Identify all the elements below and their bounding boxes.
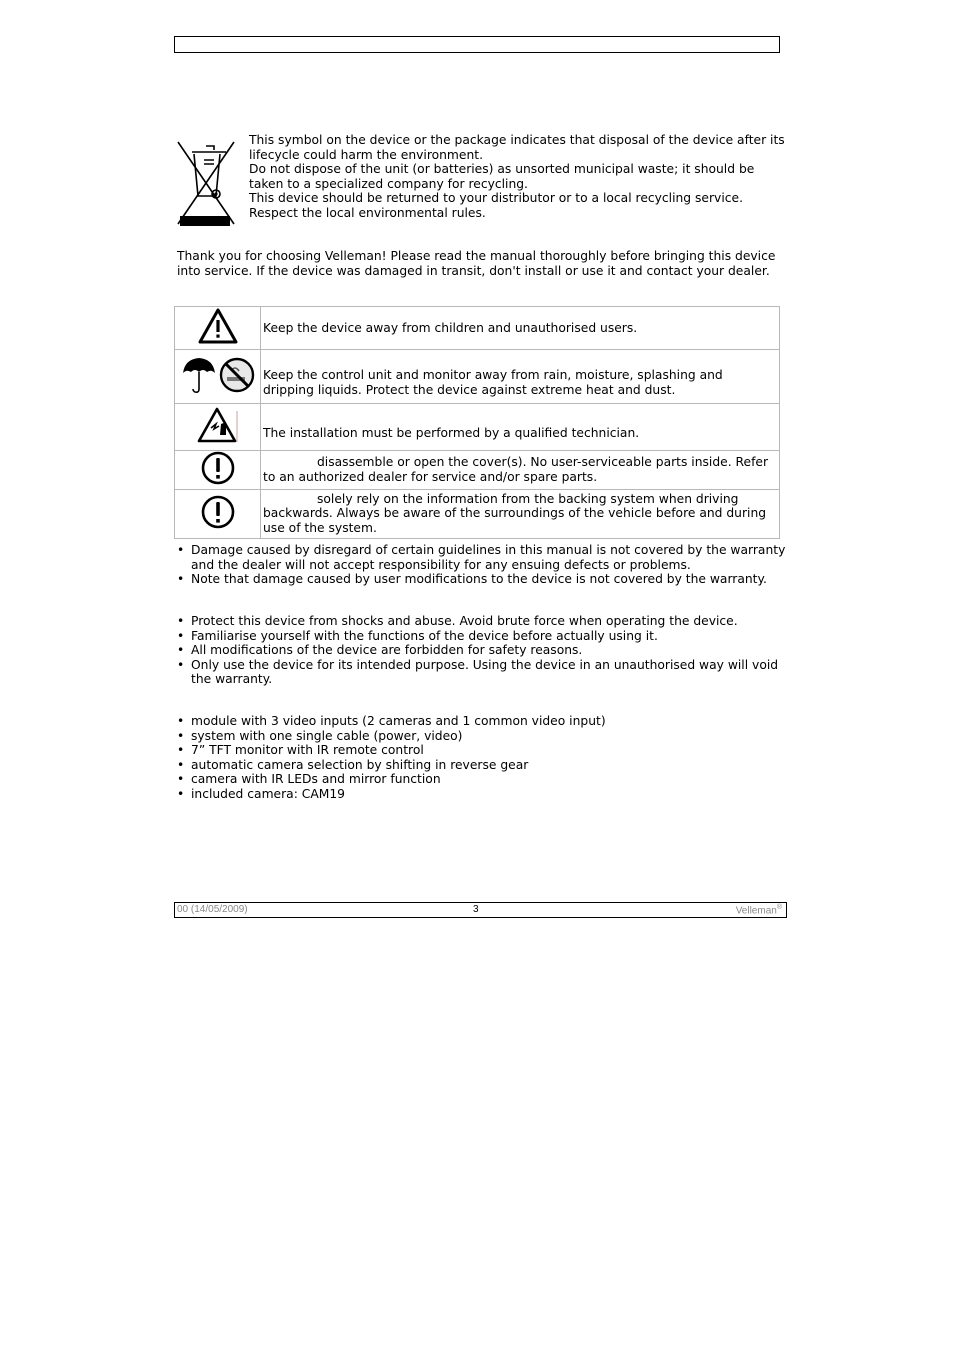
header-box <box>174 36 780 53</box>
disposal-line: This symbol on the device or the package indicates that disposal of the device after its lifecycle could harm the environment. <box>249 133 785 162</box>
list-item: • All modifications of the device are forbidden for safety reasons. <box>176 643 786 658</box>
features-list <box>176 714 786 802</box>
list-item: • Damage caused by disregard of certain guidelines in this manual is not covered by the warranty and the dealer will not accept responsibility for any ensuing defects or problems. <box>176 543 786 572</box>
safety-row <box>175 350 780 404</box>
list-item: • camera with IR LEDs and mirror function <box>176 772 786 787</box>
safety-text-cell <box>261 307 780 350</box>
footer-brand-mark: ® <box>776 904 782 911</box>
warranty-notes-list <box>176 543 786 587</box>
safety-text-children: Keep the device away from children and unauthorised users. <box>263 320 638 335</box>
safety-row <box>175 307 780 350</box>
safety-text-cell <box>261 451 780 490</box>
safety-text-cell <box>261 489 780 538</box>
umbrella-and-no-water-icon <box>181 355 255 395</box>
safety-text-disassemble-body: disassemble or open the cover(s). No user-serviceable parts inside. Refer to an authorized dealer for service and/or spare parts. <box>263 455 769 484</box>
safety-icon-cell <box>175 489 261 538</box>
list-item: • included camera: CAM19 <box>176 787 786 802</box>
list-item: • Familiarise yourself with the functions of the device before actually using it. <box>176 629 786 644</box>
page-footer <box>174 902 787 918</box>
footer-brand-name: Velleman <box>735 905 777 917</box>
footer-version: 00 (14/05/2009) <box>177 904 248 915</box>
footer-page-number: 3 <box>473 904 479 915</box>
weee-bin-icon <box>176 138 236 230</box>
footer-brand <box>736 904 782 916</box>
safety-icon-cell <box>175 451 261 490</box>
safety-row <box>175 404 780 451</box>
exclamation-circle-icon <box>201 451 235 485</box>
safety-text-moisture: Keep the control unit and monitor away from rain, moisture, splashing and dripping liquids. Protect the device against extreme heat and dust. <box>263 367 723 397</box>
safety-text-disassemble <box>263 455 777 484</box>
list-item: • system with one single cable (power, video) <box>176 729 786 744</box>
list-item: • Only use the device for its intended purpose. Using the device in an unauthorised way will void the warranty. <box>176 658 786 687</box>
exclamation-circle-icon <box>201 495 235 529</box>
safety-icon-cell <box>175 404 261 451</box>
list-item: • Note that damage caused by user modifications to the device is not covered by the warranty. <box>176 572 786 587</box>
electric-shock-warning-icon <box>197 406 239 444</box>
list-item: • 7” TFT monitor with IR remote control <box>176 743 786 758</box>
safety-text-cell <box>261 350 780 404</box>
safety-table <box>174 306 780 539</box>
safety-icon-cell <box>175 350 261 404</box>
list-item: • module with 3 video inputs (2 cameras and 1 common video input) <box>176 714 786 729</box>
disposal-line: This device should be returned to your distributor or to a local recycling service. <box>249 191 743 206</box>
list-item: • automatic camera selection by shifting in reverse gear <box>176 758 786 773</box>
safety-text-rely <box>263 492 777 536</box>
general-guidelines-list <box>176 614 786 687</box>
safety-row <box>175 451 780 490</box>
disposal-line: Do not dispose of the unit (or batteries) as unsorted municipal waste; it should be taken to a specialized company for recycling. <box>249 162 755 191</box>
list-item: • Protect this device from shocks and abuse. Avoid brute force when operating the device. <box>176 614 786 629</box>
warning-triangle-icon <box>198 308 238 344</box>
safety-row <box>175 489 780 538</box>
safety-text-rely-body: solely rely on the information from the backing system when driving backwards. Always be aware of the surroundings of the vehicle before and during use of the system. <box>263 491 767 535</box>
safety-text-technician: The installation must be performed by a qualified technician. <box>263 425 640 440</box>
safety-icon-cell <box>175 307 261 350</box>
safety-text-cell <box>261 404 780 451</box>
intro-paragraph: Thank you for choosing Velleman! Please read the manual thoroughly before bringing this device into service. If the device was damaged in transit, don't install or use it and contact your dealer. <box>177 249 776 278</box>
disposal-notice <box>249 133 789 221</box>
disposal-line: Respect the local environmental rules. <box>249 205 486 220</box>
